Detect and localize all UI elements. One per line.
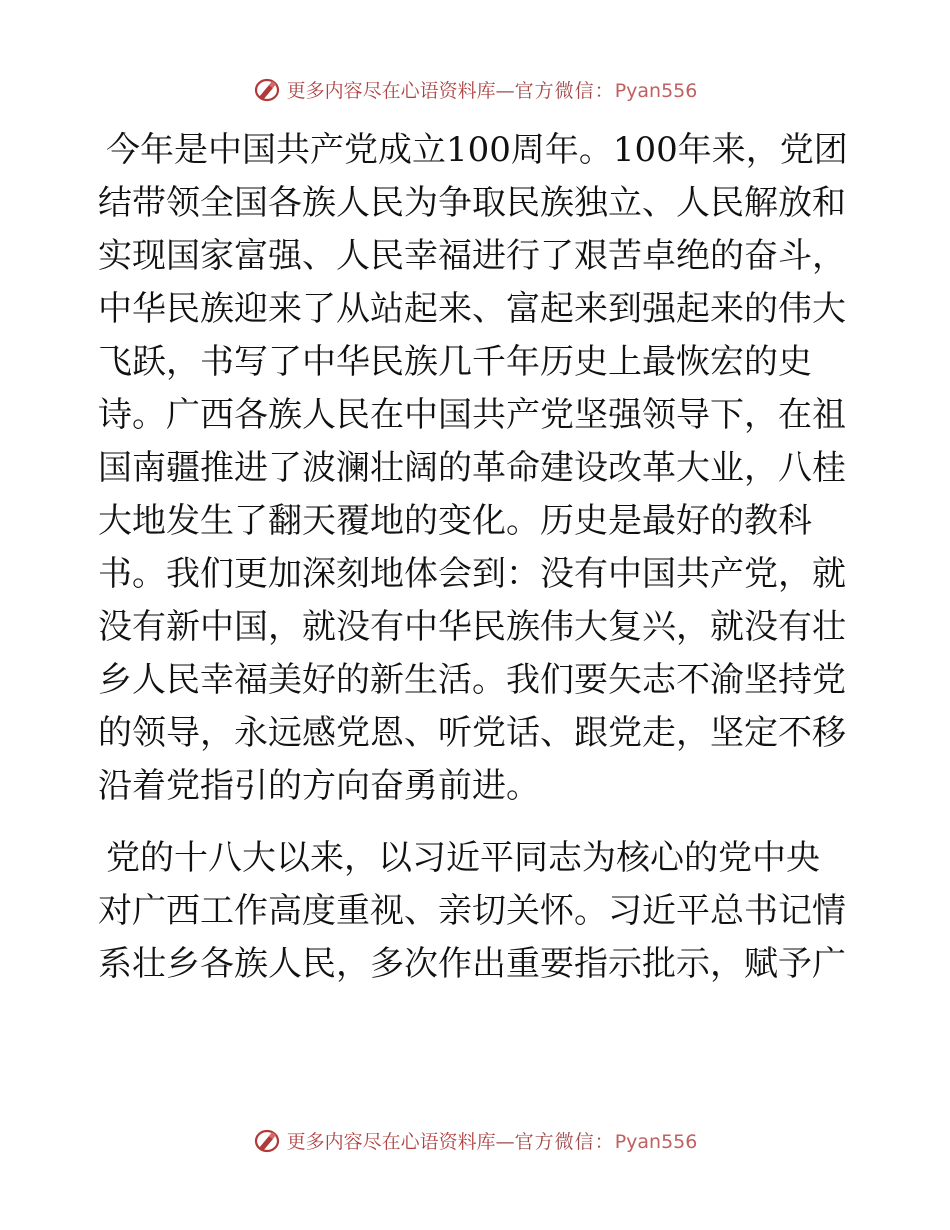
document-body <box>98 124 850 991</box>
paragraph-2: 党的十八大以来，以习近平同志为核心的党中央对广西工作高度重视、亲切关怀。习近平总书记情系壮乡各族人民，多次作出重要指示批示，赋予广 <box>98 838 846 984</box>
watermark-wechat-id: Pyan556 <box>614 80 698 102</box>
pen-logo-icon <box>253 1128 281 1154</box>
paragraph-1: 今年是中国共产党成立100周年。100年来，党团结带领全国各族人民为争取民族独立、人民解放和实现国家富强、人民幸福进行了艰苦卓绝的奋斗，中华民族迎来了从站起来、富起来到强起来的伟大飞跃，书写了中华民族几千年历史上最恢宏的史诗。广西各族人民在中国共产党坚强领导下，在祖国南疆推进了波澜壮阔的革命建设改革大业，八桂大地发生了翻天覆地的变化。历史是最好的教科书。我们更加深刻地体会到：没有中国共产党，就没有新中国，就没有中华民族伟大复兴，就没有壮乡人民幸福美好的新生活。我们要矢志不渝坚持党的领导，永远感党恩、听党话、跟党走，坚定不移沿着党指引的方向奋勇前进。 <box>98 130 848 806</box>
watermark-separator: — <box>495 80 515 102</box>
watermark-wechat-id: Pyan556 <box>614 1131 698 1153</box>
footer-watermark <box>0 1128 950 1155</box>
watermark-wechat-label: 官方微信： <box>514 1131 615 1153</box>
watermark-title: 更多内容尽在心语资料库 <box>286 80 496 102</box>
pen-logo-icon <box>253 77 281 103</box>
watermark-separator: — <box>495 1131 515 1153</box>
watermark-title: 更多内容尽在心语资料库 <box>286 1131 496 1153</box>
header-watermark <box>0 77 950 104</box>
watermark-wechat-label: 官方微信： <box>514 80 615 102</box>
